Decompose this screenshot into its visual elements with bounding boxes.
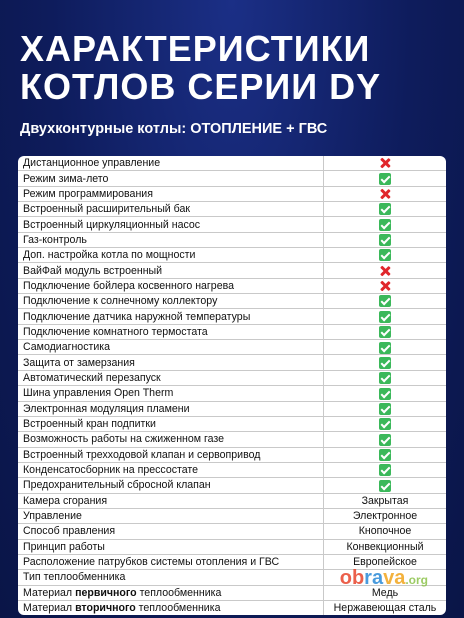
row-label: Подключение датчика наружной температуры — [18, 309, 324, 324]
row-label: Возможность работы на сжиженном газе — [18, 432, 324, 447]
check-icon — [379, 449, 391, 461]
table-row — [18, 493, 446, 508]
check-icon — [379, 357, 391, 369]
row-value — [324, 401, 447, 416]
row-value: Конвекционный — [324, 539, 447, 554]
row-label: Расположение патрубков системы отопления и ГВС — [18, 554, 324, 569]
check-icon — [379, 173, 391, 185]
cross-icon — [379, 157, 391, 169]
row-value — [324, 432, 447, 447]
table-row — [18, 156, 446, 171]
check-icon — [379, 342, 391, 354]
cross-icon — [379, 188, 391, 200]
row-label — [18, 585, 324, 600]
check-icon — [379, 403, 391, 415]
table-row — [18, 432, 446, 447]
row-label — [18, 600, 324, 615]
subtitle: Двухконтурные котлы: ОТОПЛЕНИЕ + ГВС — [20, 121, 328, 137]
row-value — [324, 217, 447, 232]
row-value — [324, 156, 447, 171]
row-label: Защита от замерзания — [18, 355, 324, 370]
row-label: Электронная модуляция пламени — [18, 401, 324, 416]
row-value: Электронное — [324, 508, 447, 523]
row-label: Шина управления Open Therm — [18, 386, 324, 401]
table-row — [18, 386, 446, 401]
table-row — [18, 186, 446, 201]
row-label: Принцип работы — [18, 539, 324, 554]
cross-icon — [379, 265, 391, 277]
row-value: Европейское — [324, 554, 447, 569]
row-label: Доп. настройка котла по мощности — [18, 248, 324, 263]
check-icon — [379, 234, 391, 246]
check-icon — [379, 388, 391, 400]
table-row — [18, 600, 446, 615]
check-icon — [379, 480, 391, 492]
table-row — [18, 340, 446, 355]
row-value — [324, 386, 447, 401]
table-row — [18, 401, 446, 416]
row-label: Встроенный кран подпитки — [18, 416, 324, 431]
table-row — [18, 171, 446, 186]
cross-icon — [379, 280, 391, 292]
row-label-part: теплообменника — [136, 586, 222, 599]
row-label: Режим зима-лето — [18, 171, 324, 186]
row-value: Кнопочное — [324, 524, 447, 539]
row-value — [324, 263, 447, 278]
row-label-emphasis: первичного — [75, 586, 137, 599]
row-label-part: теплообменника — [135, 602, 221, 615]
row-label: Дистанционное управление — [18, 156, 324, 171]
row-label: Подключение комнатного термостата — [18, 324, 324, 339]
row-label: Конденсатосборник на прессостате — [18, 462, 324, 477]
table-row — [18, 478, 446, 493]
row-label: Встроенный циркуляционный насос — [18, 217, 324, 232]
row-label: Режим программирования — [18, 186, 324, 201]
row-value — [324, 202, 447, 217]
row-label: ВайФай модуль встроенный — [18, 263, 324, 278]
row-label-part: Материал — [23, 602, 76, 615]
row-label: Встроенный трехходовой клапан и сервопривод — [18, 447, 324, 462]
row-label: Способ правления — [18, 524, 324, 539]
table-row — [18, 539, 446, 554]
table-row — [18, 324, 446, 339]
check-icon — [379, 311, 391, 323]
check-icon — [379, 326, 391, 338]
table-row — [18, 370, 446, 385]
row-label: Управление — [18, 508, 324, 523]
check-icon — [379, 418, 391, 430]
check-icon — [379, 372, 391, 384]
table-row — [18, 294, 446, 309]
table-row — [18, 232, 446, 247]
row-label: Самодиагностика — [18, 340, 324, 355]
row-value — [324, 171, 447, 186]
table-row — [18, 278, 446, 293]
table-row — [18, 248, 446, 263]
table-row — [18, 462, 446, 477]
row-value: Медь — [324, 585, 447, 600]
row-label: Предохранительный сбросной клапан — [18, 478, 324, 493]
check-icon — [379, 203, 391, 215]
specs-table-body — [18, 156, 446, 615]
row-label: Камера сгорания — [18, 493, 324, 508]
row-value — [324, 309, 447, 324]
row-value — [324, 355, 447, 370]
row-label-part: Материал — [23, 586, 76, 599]
table-row — [18, 355, 446, 370]
check-icon — [379, 295, 391, 307]
row-value — [324, 248, 447, 263]
check-icon — [379, 464, 391, 476]
row-value — [324, 478, 447, 493]
title-line-1: ХАРАКТЕРИСТИКИ — [20, 28, 371, 69]
row-value: Нержавеющая сталь — [324, 600, 447, 615]
row-value — [324, 186, 447, 201]
row-label: Подключение бойлера косвенного нагрева — [18, 278, 324, 293]
table-row — [18, 447, 446, 462]
row-value — [324, 447, 447, 462]
row-label: Встроенный расширительный бак — [18, 202, 324, 217]
row-value — [324, 370, 447, 385]
table-row — [18, 524, 446, 539]
row-value — [324, 324, 447, 339]
table-row — [18, 416, 446, 431]
row-value — [324, 340, 447, 355]
row-label-emphasis: вторичного — [75, 602, 136, 615]
page-title — [20, 30, 381, 106]
watermark-logo: obrava.org — [339, 567, 428, 589]
row-value — [324, 278, 447, 293]
row-label: Автоматический перезапуск — [18, 370, 324, 385]
row-value — [324, 232, 447, 247]
table-row — [18, 202, 446, 217]
title-line-2: КОТЛОВ СЕРИИ DY — [20, 66, 382, 107]
check-icon — [379, 249, 391, 261]
table-row — [18, 309, 446, 324]
row-value — [324, 462, 447, 477]
row-label: Подключение к солнечному коллектору — [18, 294, 324, 309]
row-value — [324, 416, 447, 431]
check-icon — [379, 434, 391, 446]
specs-table — [18, 156, 446, 615]
table-row — [18, 217, 446, 232]
row-value — [324, 294, 447, 309]
row-label: Тип теплообменника — [18, 570, 324, 585]
row-label: Газ-контроль — [18, 232, 324, 247]
table-row — [18, 263, 446, 278]
check-icon — [379, 219, 391, 231]
row-value: Закрытая — [324, 493, 447, 508]
table-row — [18, 508, 446, 523]
